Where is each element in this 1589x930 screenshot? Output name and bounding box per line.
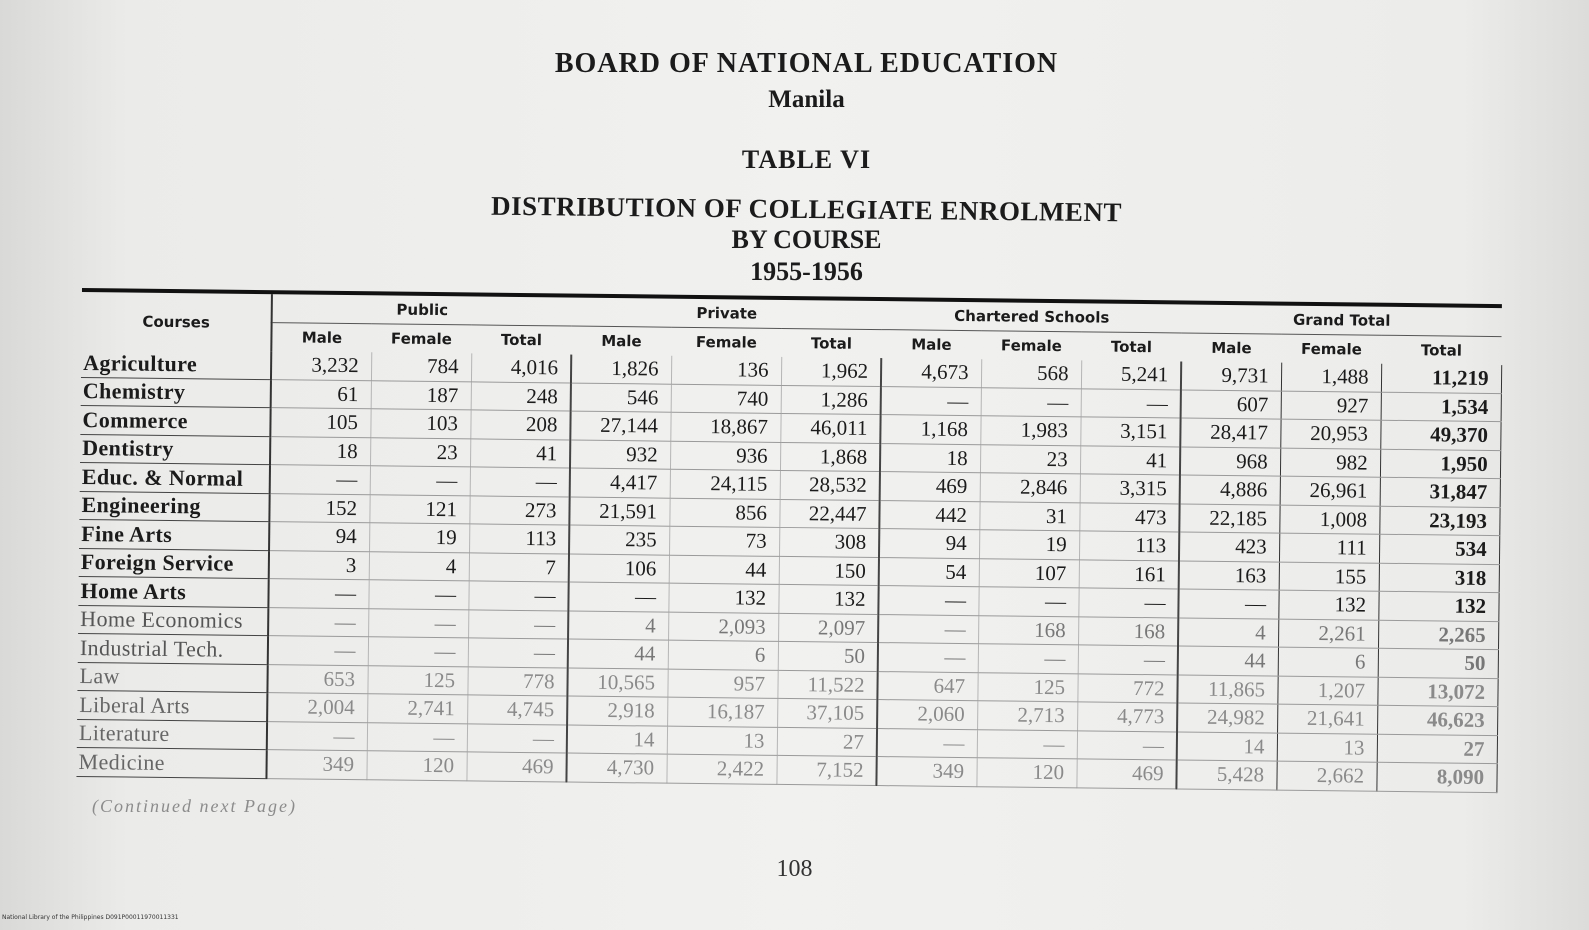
public-male-cell: 3 — [269, 550, 369, 580]
public-male-cell: — — [268, 636, 368, 666]
private-total-cell: 7,152 — [776, 755, 876, 785]
grand-total-total-cell: 49,370 — [1380, 420, 1500, 450]
chartered-female-cell: 168 — [978, 615, 1078, 645]
grand-total-male-cell: 423 — [1179, 532, 1279, 562]
chartered-male-cell: — — [878, 586, 978, 616]
private-male-cell: 21,591 — [569, 497, 669, 527]
grand-total-male-cell: 4 — [1178, 617, 1278, 647]
grand-total-total-cell: 11,219 — [1381, 364, 1501, 393]
private-total-cell: 28,532 — [780, 470, 880, 500]
private-total-cell: 11,522 — [777, 670, 877, 700]
subheader-female: Female — [1000, 336, 1062, 356]
grand-total-female-cell: 2,662 — [1276, 761, 1376, 791]
public-total-cell: — — [468, 638, 568, 668]
private-total-cell: 50 — [778, 641, 878, 671]
private-female-cell: 16,187 — [667, 697, 777, 727]
chartered-total-cell: 469 — [1076, 759, 1176, 789]
private-male-cell: 932 — [570, 440, 670, 470]
public-female-cell: — — [370, 466, 470, 496]
course-name: Commerce — [80, 405, 270, 436]
chartered-total-cell: — — [1077, 730, 1177, 760]
public-total-cell: — — [470, 467, 570, 497]
chartered-male-cell: — — [881, 386, 981, 416]
course-name: Fine Arts — [79, 519, 269, 550]
chartered-female-cell: 2,846 — [980, 473, 1080, 503]
public-male-cell: 349 — [266, 750, 366, 780]
subheader-female: Female — [1300, 339, 1362, 359]
chartered-male-cell: 4,673 — [881, 358, 981, 387]
private-female-cell: 24,115 — [670, 469, 780, 499]
grand-total-female-cell: 1,488 — [1281, 363, 1381, 392]
private-female-cell: 136 — [671, 356, 781, 385]
public-total-cell: 7 — [469, 552, 569, 582]
grand-total-total-cell: 50 — [1378, 648, 1498, 678]
private-male-cell: 44 — [568, 639, 668, 669]
public-female-cell: 187 — [371, 380, 471, 410]
chartered-total-cell: 41 — [1080, 445, 1180, 475]
private-female-cell: 13 — [667, 726, 777, 756]
chartered-female-cell: — — [978, 644, 1078, 674]
course-name: Engineering — [79, 491, 269, 522]
chartered-male-cell: 94 — [879, 529, 979, 559]
private-male-cell: 106 — [569, 554, 669, 584]
public-female-cell: 2,741 — [367, 694, 467, 724]
chartered-total-cell: 3,151 — [1080, 417, 1180, 447]
private-female-cell: 2,093 — [668, 612, 778, 642]
public-male-cell: — — [270, 465, 370, 495]
private-male-cell: 2,918 — [567, 696, 667, 726]
chartered-male-cell: 18 — [880, 443, 980, 473]
chartered-female-cell: 120 — [976, 758, 1076, 788]
chartered-male-cell: 469 — [880, 472, 980, 502]
table-number: TABLE VI — [741, 145, 872, 174]
grand-total-male-cell: 14 — [1177, 731, 1277, 761]
private-male-cell: 1,826 — [571, 355, 671, 384]
grand-total-male-cell: 24,982 — [1177, 703, 1277, 733]
grand-total-female-cell: 927 — [1281, 391, 1381, 421]
grand-total-total-cell: 318 — [1379, 563, 1499, 593]
grand-total-female-cell: 1,207 — [1277, 676, 1377, 706]
chartered-total-cell: — — [1078, 645, 1178, 675]
private-female-cell: 936 — [670, 441, 780, 471]
course-name: Educ. & Normal — [80, 462, 270, 493]
grand-total-total-cell: 8,090 — [1376, 762, 1496, 792]
chartered-total-cell: 4,773 — [1077, 702, 1177, 732]
public-female-cell: 784 — [371, 352, 471, 381]
course-name: Dentistry — [80, 434, 270, 465]
private-total-cell: 46,011 — [780, 413, 880, 443]
grand-total-male-cell: 4,886 — [1180, 475, 1280, 505]
chartered-male-cell: 442 — [879, 500, 979, 530]
public-total-cell: — — [468, 609, 568, 639]
private-male-cell: 4 — [568, 611, 668, 641]
enrolment-table — [76, 292, 1502, 793]
grand-total-male-cell: 163 — [1179, 560, 1279, 590]
grand-total-female-cell: 111 — [1279, 533, 1379, 563]
public-total-cell: 4,016 — [471, 353, 571, 382]
private-total-cell: 1,286 — [781, 385, 881, 415]
public-female-cell: — — [368, 580, 468, 610]
subheader-male: Male — [911, 335, 952, 354]
table-title: DISTRIBUTION OF COLLEGIATE ENROLMENT — [490, 190, 1123, 228]
chartered-total-cell: 473 — [1079, 502, 1179, 532]
chartered-total-cell: — — [1078, 588, 1178, 618]
public-male-cell: — — [268, 579, 368, 609]
chartered-total-cell: 5,241 — [1081, 360, 1181, 389]
subheader-female: Female — [695, 332, 757, 352]
public-female-cell: — — [368, 637, 468, 667]
public-male-cell: 18 — [270, 436, 370, 466]
private-male-cell: 27,144 — [570, 411, 670, 441]
table-body — [76, 349, 1501, 792]
subheader-female: Female — [390, 329, 452, 349]
private-female-cell: 740 — [671, 384, 781, 414]
grand-total-female-cell: 20,953 — [1280, 419, 1380, 449]
private-male-cell: 546 — [571, 383, 671, 413]
public-female-cell: 120 — [366, 751, 466, 781]
chartered-female-cell: 31 — [979, 501, 1079, 531]
grand-total-total-cell: 534 — [1379, 534, 1499, 564]
private-male-cell: 4,730 — [566, 753, 666, 783]
private-total-cell: 150 — [779, 556, 879, 586]
subheader-total: Total — [1420, 341, 1463, 360]
private-male-cell: 235 — [569, 525, 669, 555]
chartered-female-cell: 568 — [981, 359, 1081, 388]
public-total-cell: 41 — [470, 438, 570, 468]
chartered-total-cell: 772 — [1077, 673, 1177, 703]
public-total-cell: 208 — [470, 410, 570, 440]
grand-total-male-cell: 9,731 — [1181, 361, 1281, 390]
chartered-female-cell: — — [977, 729, 1077, 759]
grand-total-female-cell: 132 — [1278, 590, 1378, 620]
grand-total-female-cell: 155 — [1279, 562, 1379, 592]
grand-total-total-cell: 1,950 — [1380, 449, 1500, 479]
public-female-cell: 125 — [367, 665, 467, 695]
public-total-cell: 113 — [469, 524, 569, 554]
chartered-female-cell: 1,983 — [980, 416, 1080, 446]
group-header-private: Private — [572, 298, 882, 330]
public-male-cell: 2,004 — [267, 693, 367, 723]
private-male-cell: 14 — [567, 725, 667, 755]
public-female-cell: 23 — [370, 437, 470, 467]
private-female-cell: 2,422 — [666, 754, 776, 784]
chartered-male-cell: — — [878, 643, 978, 673]
board-heading: BOARD OF NATIONAL EDUCATION — [554, 48, 1059, 79]
chartered-female-cell: — — [978, 587, 1078, 617]
city-heading: Manila — [768, 86, 845, 113]
library-credit: National Library of the Philippines D091P00011970011331 — [2, 914, 179, 921]
chartered-male-cell: — — [878, 614, 978, 644]
chartered-female-cell: 107 — [979, 558, 1079, 588]
public-male-cell: 105 — [270, 408, 370, 438]
public-male-cell: 152 — [269, 493, 369, 523]
grand-total-female-cell: 21,641 — [1277, 704, 1377, 734]
chartered-male-cell: 349 — [876, 757, 976, 787]
chartered-female-cell: 23 — [980, 444, 1080, 474]
chartered-total-cell: 161 — [1079, 559, 1179, 589]
subheader-total: Total — [500, 330, 543, 350]
chartered-male-cell: 1,168 — [880, 415, 980, 445]
course-name: Industrial Tech. — [78, 633, 268, 664]
chartered-total-cell: 113 — [1079, 531, 1179, 561]
private-female-cell: 18,867 — [670, 412, 780, 442]
course-name: Chemistry — [81, 377, 271, 408]
grand-total-male-cell: 44 — [1178, 646, 1278, 676]
chartered-female-cell: 2,713 — [977, 701, 1077, 731]
subheader-total: Total — [810, 334, 853, 353]
course-name: Liberal Arts — [77, 690, 267, 721]
private-male-cell: — — [568, 582, 668, 612]
grand-total-total-cell: 2,265 — [1378, 620, 1498, 650]
private-female-cell: 957 — [667, 669, 777, 699]
private-total-cell: 1,962 — [781, 357, 881, 386]
private-total-cell: 37,105 — [777, 698, 877, 728]
grand-total-total-cell: 31,847 — [1380, 477, 1500, 507]
grand-total-male-cell: 11,865 — [1177, 674, 1277, 704]
subheader-male: Male — [601, 331, 642, 351]
private-total-cell: 132 — [778, 584, 878, 614]
private-female-cell: 6 — [668, 640, 778, 670]
public-total-cell: 469 — [466, 752, 566, 782]
chartered-male-cell: 647 — [877, 671, 977, 701]
chartered-male-cell: — — [877, 728, 977, 758]
group-header-public: Public — [272, 294, 572, 326]
public-female-cell: 4 — [369, 551, 469, 581]
course-name: Literature — [77, 719, 267, 750]
public-total-cell: 778 — [467, 666, 567, 696]
courses-header: Courses — [81, 292, 272, 351]
public-male-cell: 3,232 — [271, 351, 371, 380]
grand-total-total-cell: 13,072 — [1377, 677, 1497, 707]
public-female-cell: 103 — [370, 409, 470, 439]
grand-total-female-cell: 6 — [1278, 647, 1378, 677]
chartered-female-cell: 125 — [977, 672, 1077, 702]
private-total-cell: 22,447 — [779, 499, 879, 529]
page-number: 108 — [776, 856, 813, 882]
grand-total-female-cell: 26,961 — [1280, 476, 1380, 506]
chartered-male-cell: 2,060 — [877, 700, 977, 730]
grand-total-male-cell: 28,417 — [1180, 418, 1280, 448]
public-female-cell: 121 — [369, 494, 469, 524]
chartered-male-cell: 54 — [879, 557, 979, 587]
grand-total-male-cell: 607 — [1181, 389, 1281, 419]
grand-total-male-cell: — — [1178, 589, 1278, 619]
course-name: Home Economics — [78, 605, 268, 636]
private-female-cell: 73 — [669, 526, 779, 556]
public-male-cell: 61 — [271, 379, 371, 409]
course-name: Foreign Service — [79, 548, 269, 579]
grand-total-total-cell: 27 — [1377, 734, 1497, 764]
public-female-cell: 19 — [369, 523, 469, 553]
grand-total-total-cell: 46,623 — [1377, 705, 1497, 735]
table-subtitle: BY COURSE — [731, 225, 882, 254]
continued-note: (Continued next Page) — [92, 796, 297, 816]
grand-total-male-cell: 5,428 — [1176, 760, 1276, 790]
grand-total-total-cell: 132 — [1378, 591, 1498, 621]
public-total-cell: 248 — [471, 381, 571, 411]
private-male-cell: 4,417 — [570, 468, 670, 498]
enrolment-table-wrapper — [76, 288, 1501, 793]
private-female-cell: 132 — [668, 583, 778, 613]
chartered-total-cell: 3,315 — [1080, 474, 1180, 504]
chartered-total-cell: 168 — [1078, 616, 1178, 646]
grand-total-male-cell: 968 — [1180, 446, 1280, 476]
public-male-cell: — — [267, 721, 367, 751]
public-male-cell: — — [268, 607, 368, 637]
grand-total-total-cell: 1,534 — [1381, 392, 1501, 422]
public-male-cell: 653 — [267, 664, 367, 694]
public-total-cell: 273 — [469, 495, 569, 525]
grand-total-female-cell: 982 — [1280, 448, 1380, 478]
chartered-female-cell: 19 — [979, 530, 1079, 560]
course-name: Home Arts — [78, 576, 268, 607]
group-header-grand-total: Grand Total — [1182, 304, 1502, 336]
public-total-cell: — — [467, 723, 567, 753]
subheader-male: Male — [301, 328, 343, 347]
grand-total-female-cell: 13 — [1277, 733, 1377, 763]
chartered-female-cell: — — [981, 387, 1081, 417]
school-year: 1955-1956 — [750, 257, 863, 286]
public-male-cell: 94 — [269, 522, 369, 552]
group-header-chartered: Chartered Schools — [882, 301, 1182, 333]
course-name: Law — [77, 662, 267, 693]
public-female-cell: — — [367, 722, 467, 752]
grand-total-female-cell: 2,261 — [1278, 619, 1378, 649]
private-female-cell: 44 — [669, 555, 779, 585]
course-name: Agriculture — [81, 349, 271, 379]
chartered-total-cell: — — [1081, 388, 1181, 418]
grand-total-female-cell: 1,008 — [1279, 505, 1379, 535]
private-total-cell: 2,097 — [778, 613, 878, 643]
subheader-male: Male — [1211, 338, 1252, 358]
private-male-cell: 10,565 — [567, 668, 667, 698]
course-name: Medicine — [76, 747, 266, 778]
grand-total-total-cell: 23,193 — [1379, 506, 1499, 536]
private-female-cell: 856 — [669, 498, 779, 528]
subheader-total: Total — [1110, 337, 1153, 357]
public-female-cell: — — [368, 608, 468, 638]
public-total-cell: — — [468, 581, 568, 611]
public-total-cell: 4,745 — [467, 695, 567, 725]
private-total-cell: 308 — [779, 527, 879, 557]
grand-total-male-cell: 22,185 — [1179, 503, 1279, 533]
private-total-cell: 1,868 — [780, 442, 880, 472]
private-total-cell: 27 — [777, 727, 877, 757]
